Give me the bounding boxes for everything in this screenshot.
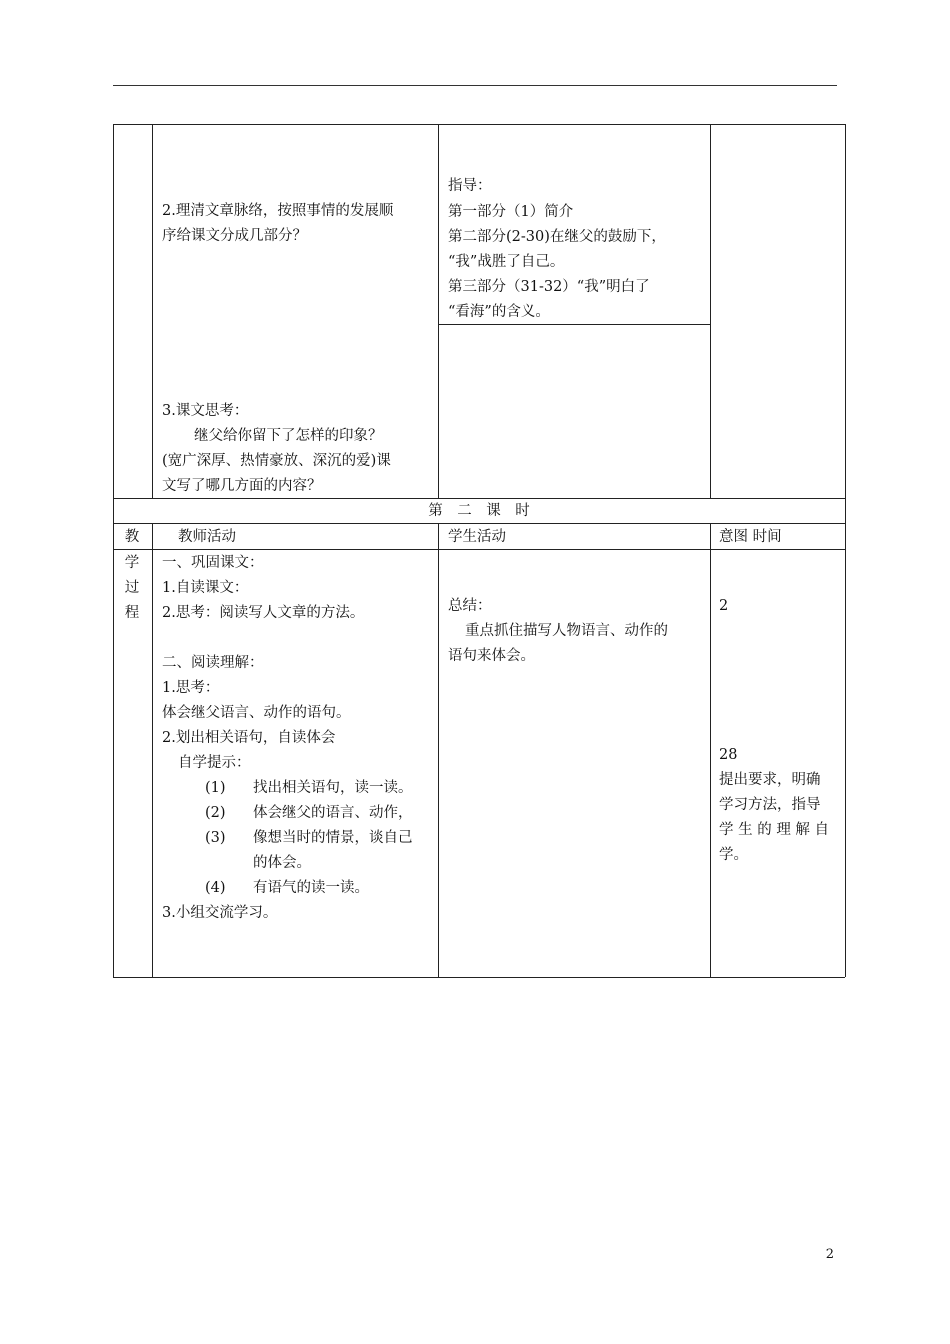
teacher-item3-line: 继父给你留下了怎样的印象？ (194, 428, 383, 444)
table-border-top (113, 124, 845, 125)
header-rule (113, 85, 837, 86)
table-border-bottom (113, 977, 845, 978)
tip-text: 有语气的读一读。 (253, 880, 369, 896)
col-divider-3-upper (710, 124, 711, 498)
tip-text: 像想当时的情景，谈自己 (253, 830, 413, 846)
teacher-line: 一、巩固课文： (162, 555, 264, 571)
teacher-line: 1.自读课文： (162, 580, 249, 596)
teacher-line: 体会继父语言、动作的语句。 (162, 705, 351, 721)
col-divider-1-lower (152, 523, 153, 977)
tip-number: (1) (205, 780, 226, 796)
table-border-right (845, 124, 846, 977)
teacher-line: 2.划出相关语句，自读体会 (162, 730, 336, 746)
student-line: 语句来体会。 (448, 648, 535, 664)
teacher-line: 1.思考： (162, 680, 220, 696)
intent-line: 学。 (719, 847, 748, 863)
tip-text: 找出相关语句，读一读。 (253, 780, 413, 796)
teacher-item3-line: (宽广深厚、热情豪放、深沉的爱)课 (162, 453, 391, 469)
row-divider-headers (113, 523, 845, 524)
teacher-item2-line1: 2.理清文章脉络，按照事情的发展顺 (162, 203, 394, 219)
intent-time-value: 28 (719, 747, 738, 763)
col-divider-1-upper (152, 124, 153, 498)
guide-line: “看海”的含义。 (448, 304, 550, 320)
process-label-char: 教 (124, 529, 140, 545)
teacher-line: 3.小组交流学习。 (162, 905, 278, 921)
teacher-line: 自学提示： (178, 755, 251, 771)
section-title: 第 二 课 时 (428, 503, 530, 519)
row-divider-content (113, 549, 845, 550)
page-number: 2 (825, 1247, 834, 1262)
tip-number: (2) (205, 805, 226, 821)
table-border-left (113, 124, 114, 977)
guide-line: “我”战胜了自己。 (448, 254, 565, 270)
intent-time-value: 2 (719, 598, 729, 614)
intent-line: 提出要求，明确 (719, 772, 821, 788)
col-divider-2-lower (438, 523, 439, 977)
intent-time-header: 意图 时间 (719, 529, 782, 545)
guide-line: 第二部分(2-30)在继父的鼓励下， (448, 229, 666, 245)
guide-line: 第三部分（31-32）“我”明白了 (448, 279, 650, 295)
process-label-char: 过 (124, 580, 140, 596)
student-line: 重点抓住描写人物语言、动作的 (465, 623, 668, 639)
student-line: 总结： (448, 598, 492, 614)
tip-number: (4) (205, 880, 226, 896)
tip-number: (3) (205, 830, 226, 846)
process-label-char: 学 (124, 555, 140, 571)
teacher-item3-line: 3.课文思考： (162, 403, 249, 419)
guide-line: 第一部分（1）简介 (448, 204, 574, 220)
student-activity-header: 学生活动 (448, 529, 506, 545)
process-label-char: 程 (124, 605, 140, 621)
teacher-activity-header: 教师活动 (178, 529, 236, 545)
tip-text: 体会继父的语言、动作， (253, 805, 413, 821)
intent-line: 学 生 的 理 解 自 (719, 822, 830, 838)
col-divider-3-lower (710, 523, 711, 977)
guide-cell-divider (438, 324, 710, 325)
teacher-item3-line: 文写了哪几方面的内容？ (162, 478, 322, 494)
teacher-line: 2.思考：阅读写人文章的方法。 (162, 605, 365, 621)
teacher-line: 二、阅读理解： (162, 655, 264, 671)
tip-text: 的体会。 (253, 855, 311, 871)
col-divider-2-upper (438, 124, 439, 498)
intent-line: 学习方法，指导 (719, 797, 821, 813)
guide-line: 指导： (448, 178, 492, 194)
teacher-item2-line2: 序给课文分成几部分？ (162, 228, 307, 244)
